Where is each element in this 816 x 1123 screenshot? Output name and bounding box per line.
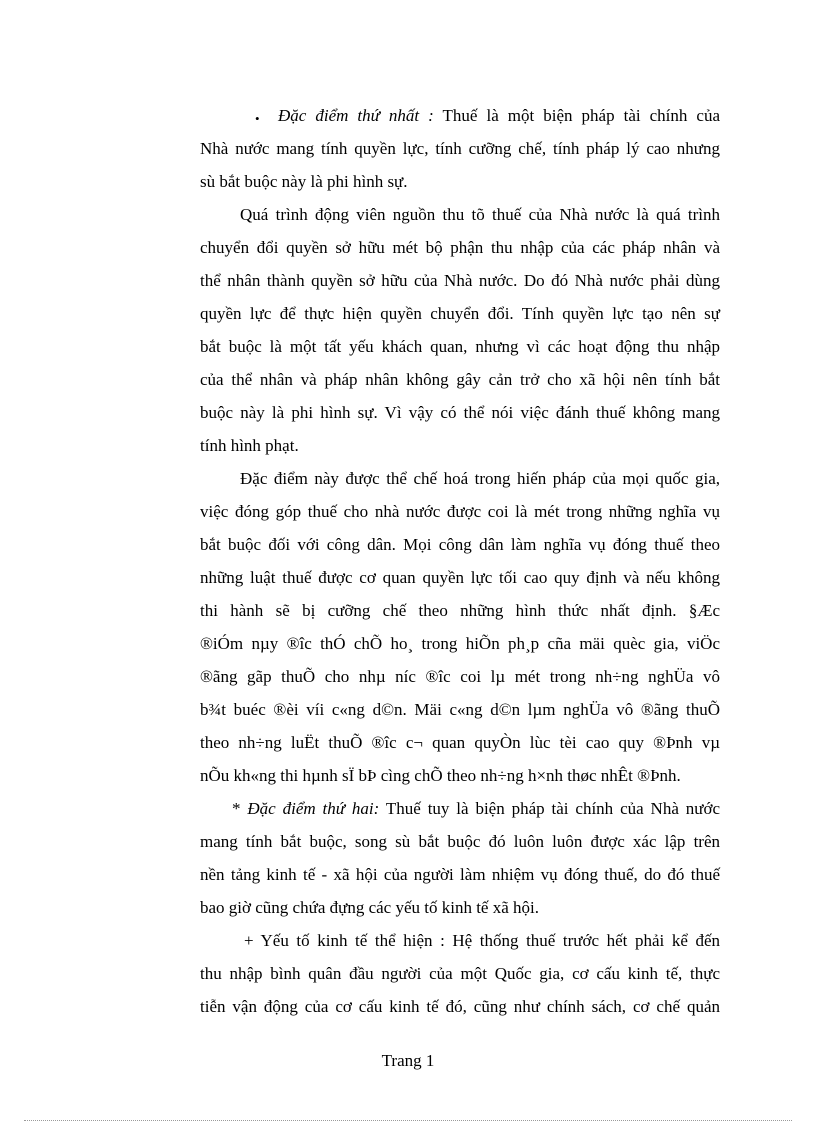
paragraph-5-line: thu nhập bình quân đầu người của một Quốc gia, cơ cấu kinh tế, thực bbox=[200, 964, 720, 983]
paragraph-3-line: ®ãng gãp thuÕ cho nhµ níc ®îc coi lµ mét trong nh÷ng nghÜa vô bbox=[200, 667, 720, 686]
paragraph-3-line: ®iÓm nµy ®îc thÓ chÕ ho¸ trong hiÕn ph¸p cña mäi quèc gia, viÖc bbox=[200, 634, 720, 653]
paragraph-2-line: buộc này là phi hình sự. Vì vậy có thể nói việc đánh thuế không mang bbox=[200, 403, 720, 422]
paragraph-1-line-2: Nhà nước mang tính quyền lực, tính cưỡng chế, tính pháp lý cao nhưng bbox=[200, 139, 720, 158]
paragraph-4-line-1 bbox=[232, 798, 720, 820]
paragraph-3-line: theo nh÷ng luËt thuÕ ®îc c¬ quan quyÒn lùc tèi cao quy ®Þnh vµ bbox=[200, 733, 720, 752]
para4-label: Đặc điểm thứ hai: bbox=[247, 799, 380, 818]
paragraph-3-line: việc đóng góp thuế cho nhà nước được coi là mét trong những nghĩa vụ bbox=[200, 502, 720, 521]
para4-line1-text: Thuế tuy là biện pháp tài chính của Nhà nước bbox=[379, 799, 720, 818]
paragraph-4-line: mang tính bắt buộc, song sù bắt buộc đó luôn luôn được xác lập trên bbox=[200, 832, 720, 851]
para1-line1-text: Thuế là một biện pháp tài chính của bbox=[433, 106, 720, 125]
para4-prefix: * bbox=[232, 799, 248, 818]
paragraph-3-line: Đặc điểm này được thể chế hoá trong hiến pháp của mọi quốc gia, bbox=[240, 469, 720, 488]
paragraph-5-line: + Yếu tố kinh tế thể hiện : Hệ thống thuế trước hết phải kể đến bbox=[244, 931, 720, 950]
paragraph-2-line: quyền lực để thực hiện quyền chuyển đổi. Tính quyền lực tạo nên sự bbox=[200, 304, 720, 323]
paragraph-2-line: bắt buộc là một tất yếu khách quan, nhưng vì các hoạt động thu nhập bbox=[200, 337, 720, 356]
paragraph-4-line: bao giờ cũng chứa đựng các yếu tố kinh tế xã hội. bbox=[200, 898, 539, 917]
paragraph-2-line: tính hình phạt. bbox=[200, 436, 299, 455]
paragraph-2-line: chuyển đổi quyền sở hữu mét bộ phận thu nhập của các pháp nhân và bbox=[200, 238, 720, 257]
bullet-icon: • bbox=[255, 111, 260, 126]
paragraph-1-line-3: sù bắt buộc này là phi hình sự. bbox=[200, 172, 408, 191]
paragraph-1-line-1 bbox=[278, 105, 720, 127]
paragraph-5-line: tiễn vận động của cơ cấu kinh tế đó, cũng như chính sách, cơ chế quản bbox=[200, 997, 720, 1016]
paragraph-3-line: nÕu kh«ng thi hµnh sÏ bÞ cìng chÕ theo nh÷ng h×nh thøc nhÊt ®Þnh. bbox=[200, 766, 681, 785]
paragraph-3-line: thi hành sẽ bị cưỡng chế theo những hình thức nhất định. §Æc bbox=[200, 601, 720, 620]
page-number: Trang 1 bbox=[381, 1051, 435, 1070]
paragraph-4-line: nền tảng kinh tế - xã hội của người làm nhiệm vụ đóng thuế, do đó thuế bbox=[200, 865, 720, 884]
paragraph-2-line: Quá trình động viên nguồn thu tõ thuế của Nhà nước là quá trình bbox=[240, 205, 720, 224]
paragraph-2-line: thể nhân thành quyền sở hữu của Nhà nước. Do đó Nhà nước phải dùng bbox=[200, 271, 720, 290]
paragraph-3-line: những luật thuế được cơ quan quyền lực tối cao quy định và nếu không bbox=[200, 568, 720, 587]
page-divider bbox=[24, 1120, 792, 1121]
para1-label: Đặc điểm thứ nhất : bbox=[278, 106, 434, 125]
paragraph-3-line: bắt buộc đối với công dân. Mọi công dân làm nghĩa vụ đóng thuế theo bbox=[200, 535, 720, 554]
paragraph-3-line: b¾t buéc ®èi víi c«ng d©n. Mäi c«ng d©n lµm nghÜa vô ®ãng thuÕ bbox=[200, 700, 720, 719]
paragraph-2-line: của thể nhân và pháp nhân không gây cản trở cho xã hội nên tính bắt bbox=[200, 370, 720, 389]
